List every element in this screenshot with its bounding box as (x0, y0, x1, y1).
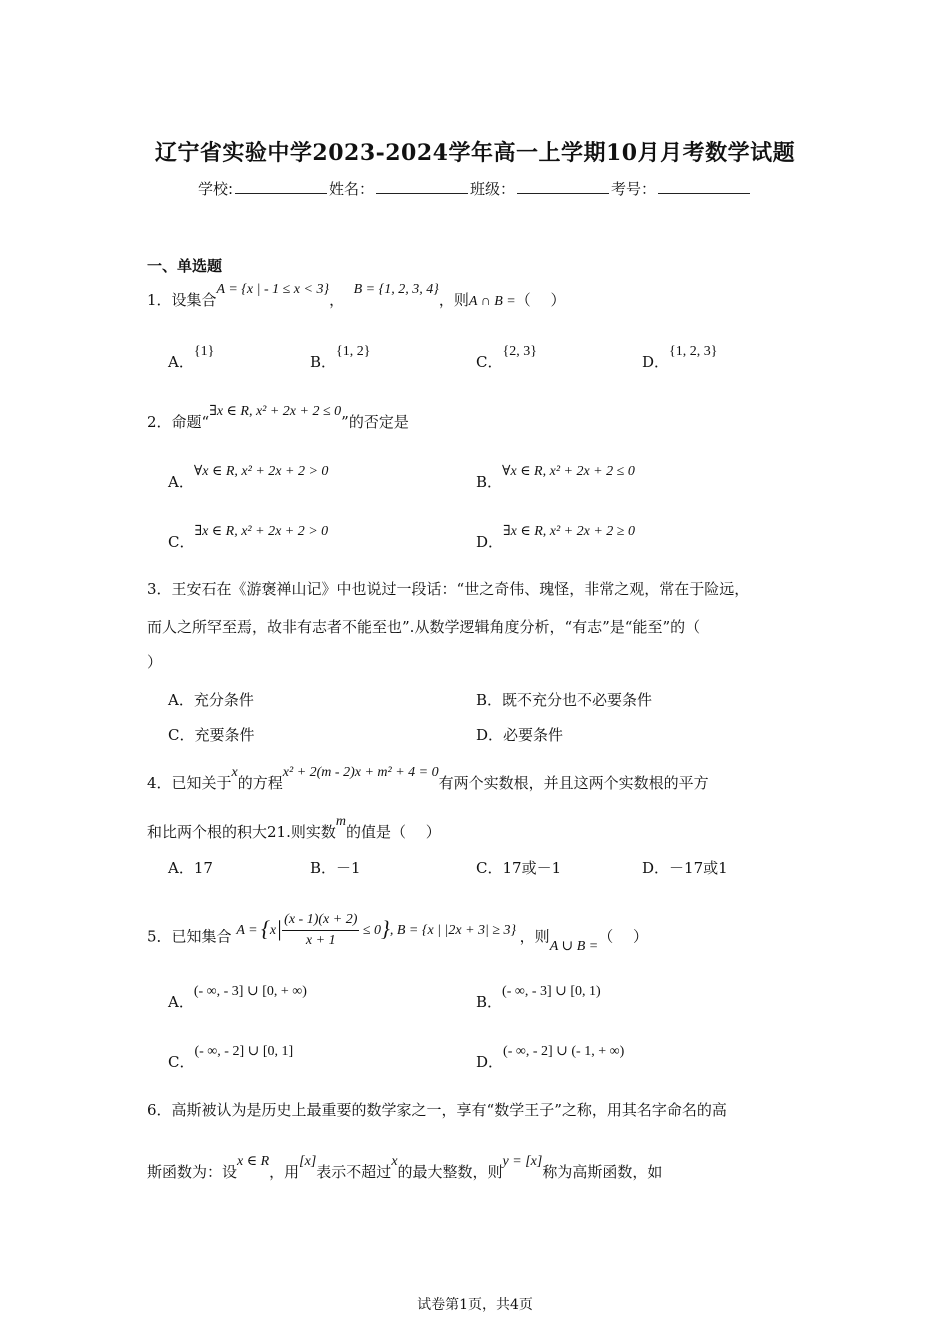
question-3-line-3: ） (147, 653, 163, 671)
option-value: 必要条件 (503, 726, 564, 744)
question-5-stem: 5．已知集合 (147, 927, 232, 946)
option-label: D． (476, 533, 504, 551)
question-1-comma: ， (329, 291, 345, 309)
question-4-line-2a: 和比两个根的积大21.则实数 (147, 823, 336, 841)
option-value: ∀x ∈ R, x² + 2x + 2 ≤ 0 (502, 464, 635, 479)
question-4-mid: 的方程 (237, 774, 283, 792)
formula-x-in-r: x ∈ R (237, 1154, 270, 1169)
option-value: －17或1 (669, 859, 728, 877)
set-a-formula: A = {x| $\frac{(x - 1)(x + 2)}{x + 1}$ ≤ 0}, B = {x | |2x + 3| ≥ 3} (236, 923, 519, 938)
option-value: 充要条件 (194, 726, 255, 744)
option-d[interactable] (642, 858, 728, 878)
name-field[interactable] (376, 179, 468, 194)
question-6-text: ，用 (269, 1163, 300, 1181)
school-field[interactable] (235, 179, 327, 194)
option-value: {1, 2} (336, 344, 371, 359)
option-value: ∀x ∈ R, x² + 2x + 2 > 0 (193, 464, 329, 479)
option-a[interactable] (168, 690, 254, 710)
option-label: C． (476, 353, 503, 371)
question-4-tail: 有两个实数根，并且这两个实数根的平方 (438, 774, 709, 792)
answer-paren: （ ） (598, 927, 648, 946)
variable-x: x (231, 765, 238, 780)
question-1 (147, 282, 566, 312)
question-2-stem: 2．命题“ (147, 413, 210, 431)
page-title: 辽宁省实验中学2023-2024学年高一上学期10月月考数学试题 (154, 140, 796, 166)
option-label: B． (310, 859, 337, 877)
number-label: 考号： (611, 180, 657, 198)
option-value: 充分条件 (193, 691, 254, 709)
option-d[interactable] (476, 1044, 625, 1074)
option-b[interactable] (476, 464, 635, 494)
question-4-line-2 (147, 814, 441, 844)
question-3-line-2: 而人之所罕至焉，故非有志者不能至也”.从数学逻辑角度分析，“有志”是“能至”的（ (147, 618, 701, 636)
option-label: B． (476, 993, 503, 1011)
option-value: {2, 3} (502, 344, 537, 359)
question-2 (147, 404, 409, 434)
floor-bracket-formula: [x] (299, 1154, 317, 1169)
option-label: C． (168, 533, 195, 551)
question-5-then: ，则 (519, 927, 550, 946)
option-label: A． (168, 993, 194, 1011)
option-label: D． (476, 726, 504, 744)
option-c[interactable] (476, 344, 537, 374)
answer-paren: （ ） (515, 291, 566, 309)
option-value: (- ∞, - 3] ∪ [0, 1) (502, 984, 601, 999)
option-label: C． (168, 1053, 195, 1071)
option-label: C． (476, 859, 503, 877)
option-value: －1 (336, 859, 361, 877)
variable-m: m (335, 814, 346, 829)
question-6-line-1: 6．高斯被认为是历史上最重要的数学家之一，享有“数学王子”之称，用其名字命名的高 (147, 1101, 727, 1119)
option-label: B． (476, 691, 503, 709)
option-a[interactable] (168, 984, 307, 1014)
option-label: D． (642, 859, 670, 877)
question-6-text: 斯函数为：设 (147, 1163, 238, 1181)
question-6-text: 的最大整数，则 (397, 1163, 503, 1181)
option-label: B． (476, 473, 503, 491)
question-6-line-2 (147, 1154, 663, 1184)
fraction-numerator: (x - 1)(x + 2) (282, 910, 359, 931)
question-6-text: 表示不超过 (316, 1163, 392, 1181)
equation-formula: x² + 2(m - 2)x + m² + 4 = 0 (282, 765, 439, 780)
option-c[interactable] (168, 725, 255, 745)
option-value: (- ∞, - 3] ∪ [0, + ∞) (193, 984, 307, 999)
question-4 (147, 765, 709, 795)
option-label: C． (168, 726, 195, 744)
option-label: A． (168, 473, 194, 491)
option-d[interactable] (642, 344, 718, 374)
section-heading: 一、单选题 (147, 257, 223, 275)
proposition-formula: ∃x ∈ R, x² + 2x + 2 ≤ 0 (209, 404, 342, 419)
option-label: B． (310, 353, 337, 371)
option-value: (- ∞, - 2] ∪ [0, 1] (194, 1044, 294, 1059)
union-formula: A ∪ B = (549, 938, 599, 954)
option-a[interactable] (168, 858, 213, 878)
student-info-line (0, 178, 950, 199)
number-field[interactable] (658, 179, 750, 194)
option-d[interactable] (476, 524, 635, 554)
question-1-then: ，则 (438, 291, 469, 309)
class-field[interactable] (517, 179, 609, 194)
fraction-denominator: x + 1 (305, 933, 336, 948)
question-4-stem: 4．已知关于 (147, 774, 232, 792)
set-b-formula: , B = {x | |2x + 3| ≥ 3} (389, 922, 517, 938)
option-c[interactable] (476, 858, 561, 878)
option-label: D． (476, 1053, 504, 1071)
option-value: 既不充分也不必要条件 (502, 691, 653, 709)
set-b-formula: B = {1, 2, 3, 4} (353, 282, 439, 297)
option-value: {1} (193, 344, 215, 359)
question-3-line-1: 3．王安石在《游褒禅山记》中也说过一段话：“世之奇伟、瑰怪，非常之观，常在于险远， (147, 580, 750, 598)
question-1-stem: 1．设集合 (147, 291, 217, 309)
option-label: A． (168, 691, 194, 709)
class-label: 班级： (470, 180, 516, 198)
name-label: 姓名： (329, 180, 375, 198)
option-value: 17或－1 (502, 859, 562, 877)
question-2-tail: ”的否定是 (341, 413, 409, 431)
question-5 (147, 912, 648, 959)
question-6-text: 称为高斯函数，如 (542, 1163, 663, 1181)
intersection-formula: A ∩ B = (468, 294, 516, 309)
option-b[interactable] (476, 690, 652, 710)
set-a-inequality: ≤ 0 (362, 922, 382, 938)
option-d[interactable] (476, 725, 563, 745)
gauss-function-formula: y = [x] (502, 1154, 543, 1169)
option-a[interactable] (168, 464, 329, 494)
set-a-formula: A = {x | - 1 ≤ x < 3} (216, 282, 330, 297)
option-b[interactable] (476, 984, 601, 1014)
option-value: (- ∞, - 2] ∪ (- 1, + ∞) (503, 1044, 625, 1059)
school-label: 学校: (197, 180, 233, 198)
question-4-line-2b: 的值是（ ） (345, 823, 441, 841)
set-a-variable: x (269, 922, 277, 938)
option-b[interactable] (310, 858, 361, 878)
set-a-fraction (282, 910, 359, 951)
page-footer: 试卷第1页，共4页 (417, 1297, 533, 1313)
option-a[interactable] (168, 344, 215, 374)
option-c[interactable] (168, 524, 329, 554)
option-label: A． (168, 859, 194, 877)
option-c[interactable] (168, 1044, 294, 1074)
option-value: ∃x ∈ R, x² + 2x + 2 ≥ 0 (503, 524, 635, 539)
option-label: A． (168, 353, 194, 371)
option-value: ∃x ∈ R, x² + 2x + 2 > 0 (194, 524, 329, 539)
set-a-lhs: A = (236, 922, 258, 938)
option-value: {1, 2, 3} (669, 344, 718, 359)
option-value: 17 (193, 859, 213, 877)
option-label: D． (642, 353, 670, 371)
option-b[interactable] (310, 344, 371, 374)
variable-x: x (391, 1154, 398, 1169)
